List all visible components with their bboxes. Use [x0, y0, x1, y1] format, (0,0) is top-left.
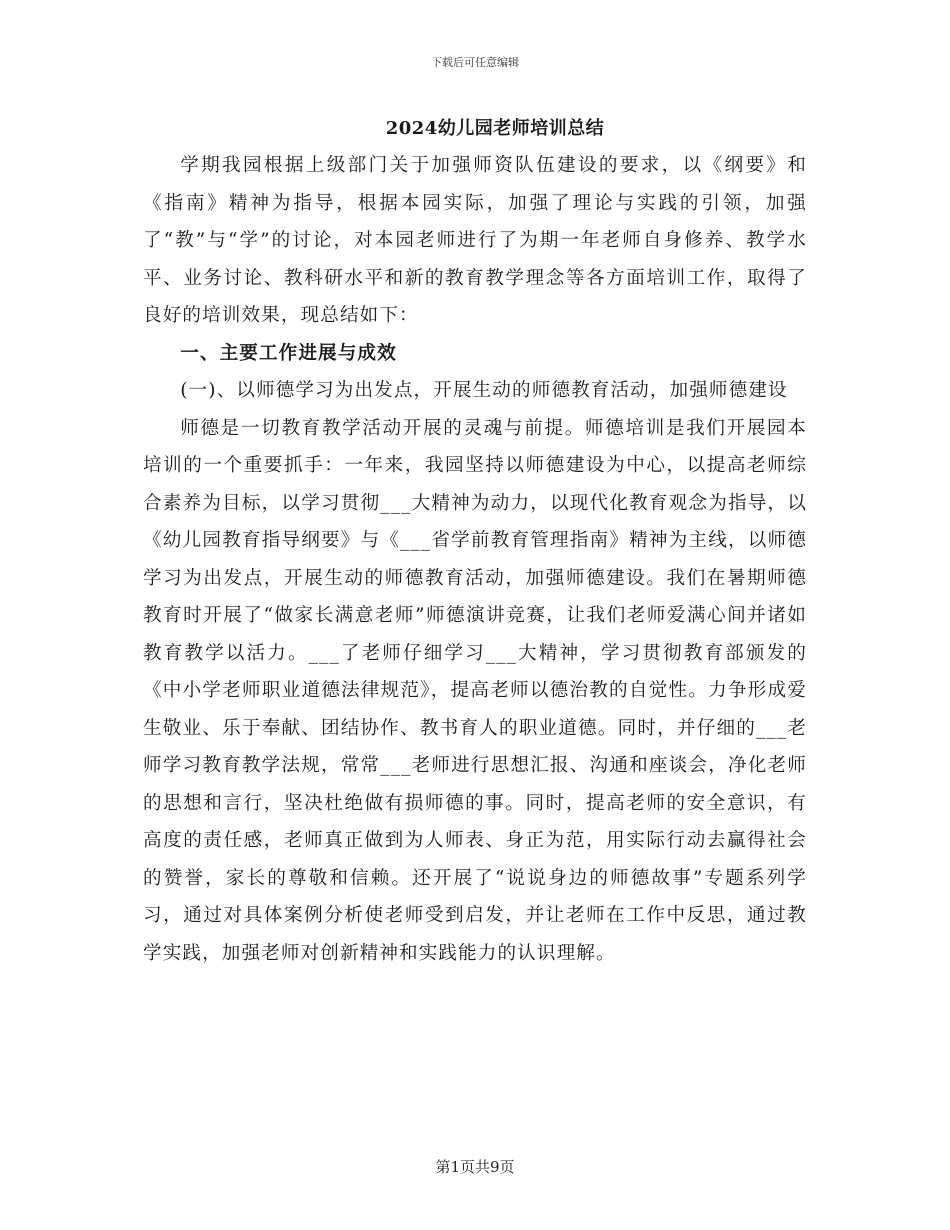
- page-number: 第1页共9页: [435, 1158, 515, 1176]
- subsection-heading: (一)、以师德学习为出发点，开展生动的师德教育活动，加强师德建设: [180, 380, 788, 401]
- intro-paragraph: 学期我园根据上级部门关于加强师资队伍建设的要求，以《纲要》和《指南》精神为指导，根据本园实际，加强了理论与实践的引领，加强了“教”与“学”的讨论，对本园老师进行了为期一年老师自身修养、教学水平、业务讨论、教科研水平和新的教育教学理念等各方面培训工作，取得了良好的培训效果，现总结如下：: [143, 155, 807, 326]
- document-body: [143, 147, 807, 972]
- body-paragraph: 师德是一切教育教学活动开展的灵魂与前提。师德培训是我们开展园本培训的一个重要抓手：一年来，我园坚持以师德建设为中心，以提高老师综合素养为目标，以学习贯彻___大精神为动力，以现代化教育观念为指导，以《幼儿园教育指导纲要》与《___省学前教育管理指南》精神为主线，以师德学习为出发点，开展生动的师德教育活动，加强师德建设。我们在暑期师德教育时开展了“做家长满意老师”师德演讲竞赛，让我们老师爱满心间并诸如教育教学以活力。___了老师仔细学习___大精神，学习贯彻教育部颁发的《中小学老师职业道德法律规范》，提高老师以德治教的自觉性。力争形成爱生敬业、乐于奉献、团结协作、教书育人的职业道德。同时，并仔细的___老师学习教育教学法规，常常___老师进行思想汇报、沟通和座谈会，净化老师的思想和言行，坚决杜绝做有损师德的事。同时，提高老师的安全意识，有高度的责任感，老师真正做到为人师表、身正为范，用实际行动去赢得社会的赞誉，家长的尊敬和信赖。还开展了“说说身边的师德故事”专题系列学习，通过对具体案例分析使老师受到启发，并让老师在工作中反思，通过教学实践，加强老师对创新精神和实践能力的认识理解。: [143, 417, 807, 964]
- document-title: 2024幼儿园老师培训总结: [385, 118, 605, 139]
- header-note: 下载后可任意编辑: [431, 56, 519, 69]
- section-heading: 一、主要工作进展与成效: [180, 342, 397, 364]
